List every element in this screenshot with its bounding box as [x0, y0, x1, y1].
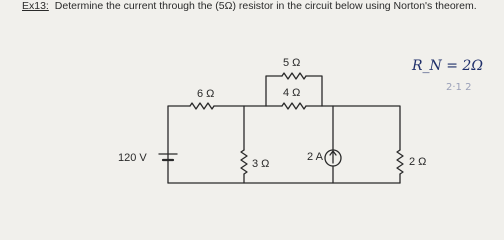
resistor-4-ohm [282, 103, 306, 109]
top-right-wire [322, 106, 400, 150]
question-body: Determine the current through the (5Ω) resistor in the circuit below using Norton's theorem. [54, 0, 477, 12]
current-source-label: 2 A [307, 151, 323, 163]
handwritten-scribble: 2·1 2 [446, 82, 472, 93]
resistor-2-ohm [397, 150, 403, 174]
question-number: Ex13: [22, 0, 49, 12]
handwritten-answer: R_N = 2Ω [412, 58, 483, 74]
source-voltage-label: 120 V [118, 152, 147, 164]
resistor-3-ohm [241, 150, 247, 174]
resistor-6-label: 6 Ω [197, 88, 215, 100]
resistor-6-ohm [190, 103, 214, 109]
resistor-5-ohm [282, 73, 306, 79]
resistor-4-label: 4 Ω [283, 87, 301, 99]
resistor-3-label: 3 Ω [252, 158, 270, 170]
current-source-arrow-icon [330, 151, 336, 163]
resistor-2-label: 2 Ω [409, 156, 427, 168]
top-left-wire [168, 106, 190, 183]
resistor-5-label: 5 Ω [283, 57, 301, 69]
